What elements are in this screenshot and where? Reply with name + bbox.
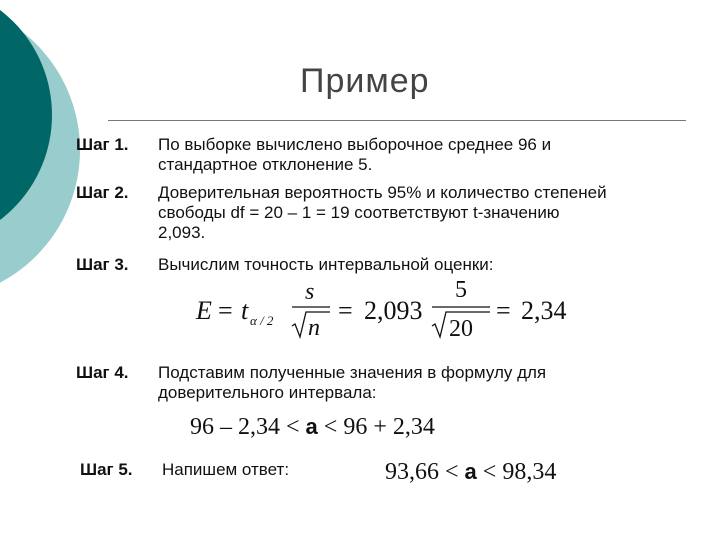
step-5-line-1: Напишем ответ: <box>162 460 290 479</box>
formula-frac1-denominator: n <box>308 315 320 341</box>
formula-t-value: 2,093 <box>364 296 423 325</box>
formula-equals-1: = <box>218 296 233 325</box>
step-3-text <box>158 255 494 275</box>
step-1-line-2: стандартное отклонение 5. <box>158 155 373 174</box>
step-2-line-3: 2,093. <box>158 223 206 242</box>
step-1-text <box>158 135 551 175</box>
title-divider <box>108 120 686 121</box>
step-3-line-1: Вычислим точность интервальной оценки: <box>158 255 494 274</box>
step-4-label: Шаг 4. <box>76 363 129 382</box>
slide-title: Пример <box>300 62 430 100</box>
step-4-line-1: Подставим полученные значения в формулу для <box>158 363 547 382</box>
answer-left: 93,66 < <box>385 459 459 485</box>
step-1-line-1: По выборке вычислено выборочное среднее 96 и <box>158 135 552 154</box>
step-3-label: Шаг 3. <box>76 255 129 274</box>
formula-lhs: E <box>196 296 212 325</box>
formula-result: 2,34 <box>521 296 567 325</box>
confidence-interval <box>190 414 435 441</box>
step-4-line-2: доверительного интервала: <box>158 383 377 402</box>
step-2-label: Шаг 2. <box>76 183 129 202</box>
step-2-text <box>158 183 607 243</box>
step-5-label: Шаг 5. <box>80 460 133 479</box>
formula-equals-2: = <box>338 296 353 325</box>
formula-equals-3: = <box>496 296 511 325</box>
step-4-text <box>158 363 546 403</box>
decorative-circles <box>0 0 80 300</box>
step-5-text <box>162 460 289 480</box>
answer-variable: a <box>464 459 477 484</box>
precision-formula <box>194 279 594 341</box>
step-2-line-2: свободы df = 20 – 1 = 19 соответствуют t-значению <box>158 203 560 222</box>
formula-frac1-numerator: s <box>305 279 315 305</box>
formula-t: t <box>241 296 249 325</box>
step-2-line-1: Доверительная вероятность 95% и количество степеней <box>158 183 607 202</box>
interval-left: 96 – 2,34 < <box>190 414 300 440</box>
answer-interval <box>385 459 556 486</box>
interval-right: < 96 + 2,34 <box>323 414 435 440</box>
formula-frac2-denominator: 20 <box>449 316 473 341</box>
interval-variable: a <box>305 414 318 439</box>
formula-frac2-numerator: 5 <box>455 279 467 303</box>
formula-subscript: α / 2 <box>250 313 274 328</box>
step-1-label: Шаг 1. <box>76 135 129 154</box>
answer-right: < 98,34 <box>482 459 557 485</box>
